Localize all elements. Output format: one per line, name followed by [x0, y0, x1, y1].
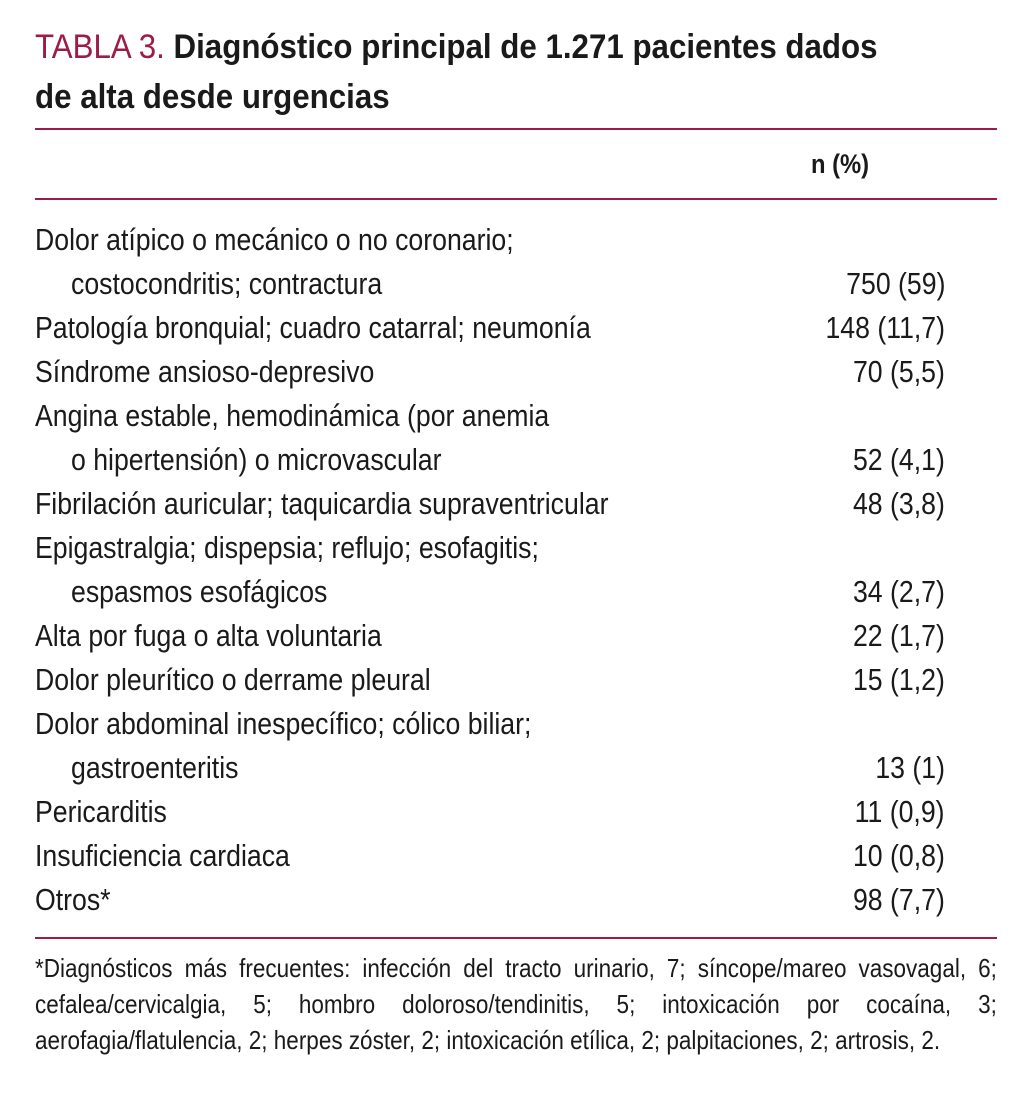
diagnosis-count: 13 (1) [875, 750, 945, 785]
diagnosis-label: Dolor pleurítico o derrame pleural [35, 662, 431, 697]
table-row [35, 746, 997, 790]
table-row [35, 306, 997, 350]
table-footnote: *Diagnósticos más frecuentes: infección del tracto urinario, 7; síncope/mareo vasovagal, 6; cefalea/cervicalgia, 5; hombro doloroso/tendinitis, 5; intoxicación por cocaína, 3; aerofagia/flatulencia, 2; herpes zóster, 2; intoxicación etílica, 2; palpitaciones, 2; artrosis, 2. [35, 953, 997, 1055]
diagnosis-label: Angina estable, hemodinámica (por anemia [35, 398, 550, 433]
top-rule [35, 128, 997, 130]
diagnosis-label: Dolor atípico o mecánico o no coronario; [35, 222, 514, 257]
diagnosis-count: 70 (5,5) [853, 354, 945, 389]
diagnosis-label: Fibrilación auricular; taquicardia supraventricular [35, 486, 609, 521]
diagnosis-count: 48 (3,8) [853, 486, 945, 521]
table-row [35, 262, 997, 306]
table-row [35, 702, 997, 746]
column-header-n-percent: n (%) [810, 149, 870, 179]
diagnosis-count: 11 (0,9) [855, 794, 945, 829]
diagnosis-label: o hipertensión) o microvascular [71, 442, 442, 477]
diagnosis-count: 22 (1,7) [853, 618, 945, 653]
diagnosis-count: 750 (59) [845, 266, 945, 301]
diagnosis-label: Epigastralgia; dispepsia; reflujo; esofagitis; [35, 530, 539, 565]
table-row [35, 834, 997, 878]
header-rule [35, 198, 997, 200]
table-title [35, 22, 918, 122]
diagnosis-count: 15 (1,2) [853, 662, 945, 697]
table-row [35, 878, 997, 922]
table-title-text: Diagnóstico principal de 1.271 pacientes dados de alta desde urgencias [35, 28, 878, 116]
table-row [35, 570, 997, 614]
diagnosis-label: Alta por fuga o alta voluntaria [35, 618, 382, 653]
diagnosis-label: gastroenteritis [71, 750, 239, 785]
diagnosis-count: 52 (4,1) [853, 442, 945, 477]
diagnosis-label: costocondritis; contractura [71, 266, 383, 301]
table-body [35, 218, 997, 922]
diagnosis-label: Pericarditis [35, 794, 167, 829]
table-row [35, 658, 997, 702]
diagnosis-label: Patología bronquial; cuadro catarral; neumonía [35, 310, 591, 345]
table-row [35, 438, 997, 482]
diagnosis-label: espasmos esofágicos [71, 574, 328, 609]
table-row [35, 790, 997, 834]
table-row [35, 526, 997, 570]
table-label: TABLA 3. [35, 28, 165, 66]
diagnosis-count: 10 (0,8) [853, 838, 945, 873]
diagnosis-count: 148 (11,7) [825, 310, 945, 345]
diagnosis-label: Síndrome ansioso-depresivo [35, 354, 375, 389]
table-row [35, 482, 997, 526]
diagnosis-count: 98 (7,7) [853, 882, 945, 917]
table-row [35, 350, 997, 394]
diagnosis-count: 34 (2,7) [853, 574, 945, 609]
bottom-rule [35, 937, 997, 939]
table-row [35, 218, 997, 262]
table-row [35, 614, 997, 658]
diagnosis-label: Dolor abdominal inespecífico; cólico biliar; [35, 706, 532, 741]
table-row [35, 394, 997, 438]
diagnosis-label: Otros* [35, 882, 111, 917]
diagnosis-label: Insuficiencia cardiaca [35, 838, 290, 873]
